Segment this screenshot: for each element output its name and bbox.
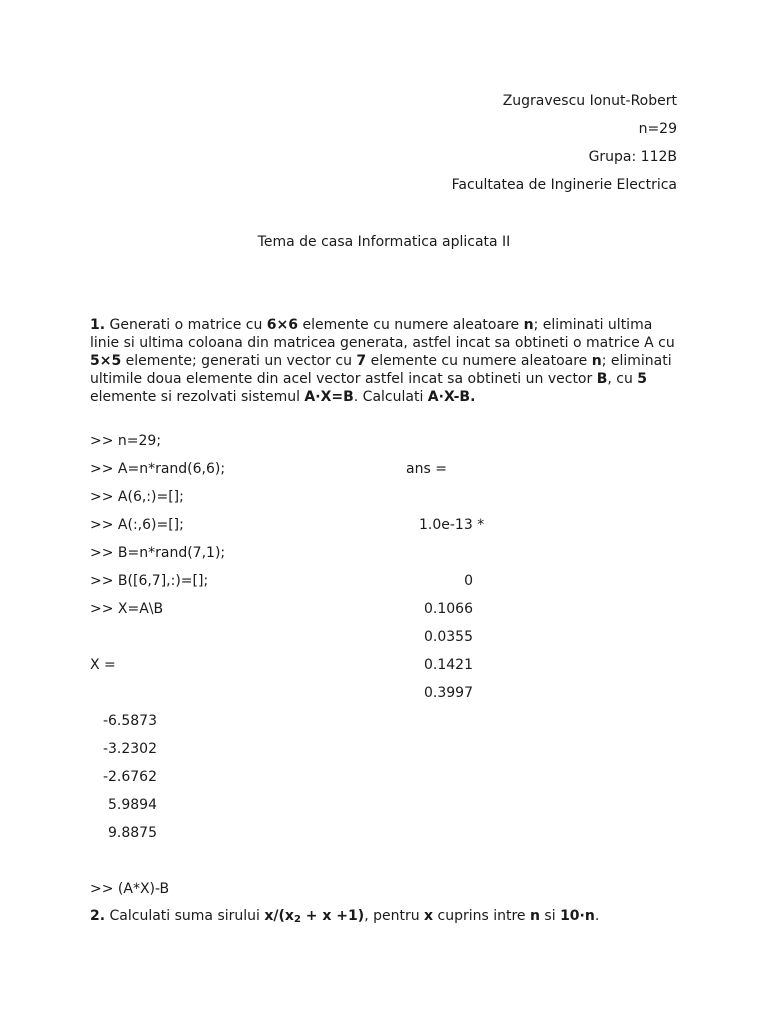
p2-formula-part-2: + x +1) — [300, 908, 365, 924]
p2-bold-2: x — [424, 908, 434, 924]
x-value: -6.5873 — [102, 713, 157, 729]
final-command: >> (A*X)-B — [90, 881, 170, 897]
p1-bold-1: 6×6 — [266, 317, 298, 333]
ans-value: 0 — [464, 573, 473, 589]
code-line: >> B=n*rand(7,1); — [90, 545, 226, 561]
x-output-label: X = — [90, 657, 116, 673]
code-line: >> A(6,:)=[]; — [90, 489, 184, 505]
p2-formula-subscript: 2 — [293, 914, 301, 925]
p2-formula-part-1: x/(x — [264, 908, 294, 924]
p1-bold-4: 7 — [356, 353, 367, 369]
p2-text-2: , pentru — [364, 908, 425, 924]
p2-bold-4: 10·n — [560, 908, 595, 924]
p1-text-9: . Calculati — [353, 389, 428, 405]
p1-text-1: Generati o matrice cu — [105, 317, 267, 333]
p1-text-7: , cu — [607, 371, 638, 387]
p1-bold-3: 5×5 — [90, 353, 122, 369]
ans-value: 0.3997 — [424, 685, 473, 701]
p2-bold-3: n — [530, 908, 540, 924]
code-line: >> n=29; — [90, 433, 162, 449]
p1-bold-7: 5 — [637, 371, 648, 387]
code-line: >> B([6,7],:)=[]; — [90, 573, 209, 589]
x-value: 5.9894 — [108, 797, 157, 813]
p1-text-5: elemente cu numere aleatoare — [366, 353, 592, 369]
n-value: n=29 — [638, 121, 677, 137]
p2-formula — [264, 908, 364, 924]
ans-value: 0.1066 — [424, 601, 473, 617]
ans-label: ans = — [406, 461, 447, 477]
x-value: -2.6762 — [102, 769, 157, 785]
p1-bold-9: A·X-B. — [427, 389, 476, 405]
p2-text-5: . — [594, 908, 600, 924]
p1-text-3: ; eliminati ultima linie si ultima coloana din matricea generata, astfel incat sa obtineti o matrice A cu — [90, 317, 675, 351]
p1-bold-2: n — [523, 317, 534, 333]
p2-text-1: Calculati suma sirului — [105, 908, 265, 924]
faculty-label: Facultatea de Inginerie Electrica — [451, 177, 677, 193]
code-line: >> X=A\B — [90, 601, 164, 617]
ans-factor: 1.0e-13 * — [419, 517, 485, 533]
problem-1-number: 1. — [90, 317, 106, 333]
problem-2-text — [90, 907, 599, 929]
code-line: >> A=n*rand(6,6); — [90, 461, 226, 477]
problem-1-text — [90, 316, 680, 406]
p1-text-4: elemente; generati un vector cu — [121, 353, 357, 369]
p1-bold-6: B — [596, 371, 608, 387]
ans-value: 0.0355 — [424, 629, 473, 645]
author-name: Zugravescu Ionut-Robert — [502, 93, 677, 109]
p1-text-6: ; eliminati ultimile doua elemente din acel vector astfel incat sa obtineti un vector — [90, 353, 672, 387]
code-line: >> A(:,6)=[]; — [90, 517, 184, 533]
p2-text-3: cuprins intre — [433, 908, 530, 924]
problem-2-number: 2. — [90, 908, 106, 924]
p2-text-4: si — [539, 908, 561, 924]
group-label: Grupa: 112B — [588, 149, 677, 165]
p1-bold-8: A·X=B — [304, 389, 354, 405]
p1-text-2: elemente cu numere aleatoare — [298, 317, 524, 333]
x-value: -3.2302 — [102, 741, 157, 757]
ans-value: 0.1421 — [424, 657, 473, 673]
p1-text-8: elemente si rezolvati sistemul — [90, 389, 305, 405]
x-value: 9.8875 — [108, 825, 157, 841]
document-title: Tema de casa Informatica aplicata II — [257, 234, 511, 250]
p1-bold-5: n — [591, 353, 602, 369]
